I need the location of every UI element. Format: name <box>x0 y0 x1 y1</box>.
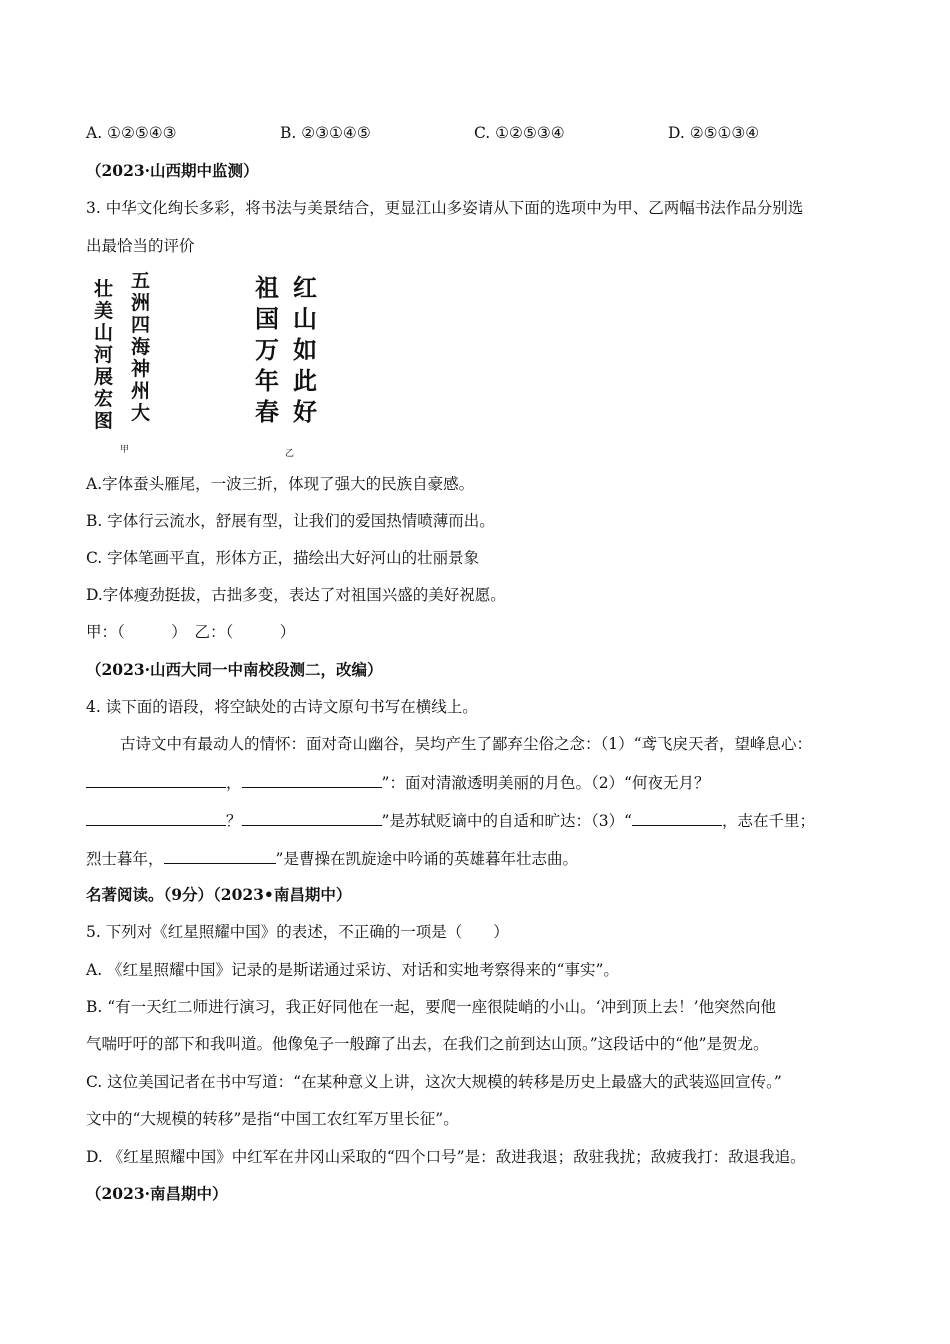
q2-option-a: A. ①②⑤④③ <box>86 124 177 142</box>
q3-option-c: C. 字体笔画平直，形体方正，描绘出大好河山的壮丽景象 <box>86 549 480 567</box>
q4-stem: 4. 读下面的语段，将空缺处的古诗文原句书写在横线上。 <box>86 698 478 716</box>
q3-option-a: A.字体蚕头雁尾，一波三折，体现了强大的民族自豪感。 <box>86 475 475 493</box>
q4-paragraph-line3: ？ ”是苏轼贬谪中的自适和旷达：（3）“ ，志在千里； <box>86 810 815 831</box>
q3-stem-line1: 3. 中华文化绚长多彩，将书法与美景结合，更显江山多姿请从下面的选项中为甲、乙两幅书法作品分别选 <box>86 199 804 217</box>
q5-option-c-line1: C. 这位美国记者在书中写道：“在某种意义上讲，这次大规模的转移是历史上最盛大的武装巡回宣传。” <box>86 1073 782 1091</box>
q2-option-b: B. ②③①④⑤ <box>280 124 371 142</box>
blank-2[interactable] <box>242 772 382 788</box>
q5-stem: 5. 下列对《红星照耀中国》的表述，不正确的一项是（ ） <box>86 923 509 941</box>
q3-answer-line: 甲：（ ） 乙：（ ） <box>86 623 296 641</box>
q5-option-d: D. 《红星照耀中国》中红军在井冈山采取的“四个口号”是：敌进我退；敌驻我扰；敌疲我打：敌退我追。 <box>86 1148 806 1166</box>
calligraphy-jia-col-right: 五 洲 四 海 神 州 大 <box>131 270 151 424</box>
blank-6[interactable] <box>164 848 276 864</box>
q5-option-a: A. 《红星照耀中国》记录的是斯诺通过采访、对话和实地考察得来的“事实”。 <box>86 961 619 979</box>
calligraphy-yi-col-left: 祖 国 万 年 春 <box>255 273 279 426</box>
q5-option-b-line1: B. “有一天红二师进行演习，我正好同他在一起，要爬一座很陡峭的小山。‘冲到顶上去！’他突然向他 <box>86 998 777 1016</box>
blank-5[interactable] <box>632 810 722 826</box>
q5-option-b-line2: 气喘吁吁的部下和我叫道。他像兔子一般蹿了出去，在我们之前到达山顶。”这段话中的“他”是贺龙。 <box>86 1035 769 1053</box>
calligraphy-yi <box>255 272 317 427</box>
calligraphy-jia-label: 甲 <box>120 445 130 455</box>
blank-1[interactable] <box>86 772 226 788</box>
q3-option-d: D.字体瘦劲挺拔，古拙多变，表达了对祖国兴盛的美好祝愿。 <box>86 586 506 604</box>
blank-3[interactable] <box>86 810 226 826</box>
q4-paragraph-line1: 古诗文中有最动人的情怀：面对奇山幽谷，吴均产生了鄙弃尘俗之念：（1）“鸢飞戾天者，望峰息心： <box>120 735 813 753</box>
calligraphy-yi-label: 乙 <box>285 449 295 459</box>
calligraphy-jia <box>94 270 150 432</box>
source-q3: （2023·山西期中监测） <box>86 161 259 180</box>
q2-option-d: D. ②⑤①③④ <box>668 124 760 142</box>
calligraphy-yi-col-right: 红 山 如 此 好 <box>293 273 317 426</box>
calligraphy-jia-col-left: 壮 美 山 河 展 宏 图 <box>94 278 114 432</box>
source-q6: （2023·南昌期中） <box>86 1184 228 1203</box>
q2-option-c: C. ①②⑤③④ <box>474 124 565 142</box>
blank-4[interactable] <box>242 810 382 826</box>
source-q4: （2023·山西大同一中南校段测二，改编） <box>86 660 383 679</box>
q5-option-c-line2: 文中的“大规模的转移”是指“中国工农红军万里长征”。 <box>86 1110 459 1128</box>
q3-option-b: B. 字体行云流水，舒展有型，让我们的爱国热情喷薄而出。 <box>86 512 495 530</box>
q3-stem-line2: 出最恰当的评价 <box>86 237 195 255</box>
q4-paragraph-line2: ， ”：面对清澈透明美丽的月色。（2）“何夜无月？ <box>86 772 709 793</box>
q4-paragraph-line4: 烈士暮年， ”是曹操在凯旋途中吟诵的英雄暮年壮志曲。 <box>86 850 578 868</box>
source-q5: 名著阅读。（9分）（2023•南昌期中） <box>86 885 352 904</box>
